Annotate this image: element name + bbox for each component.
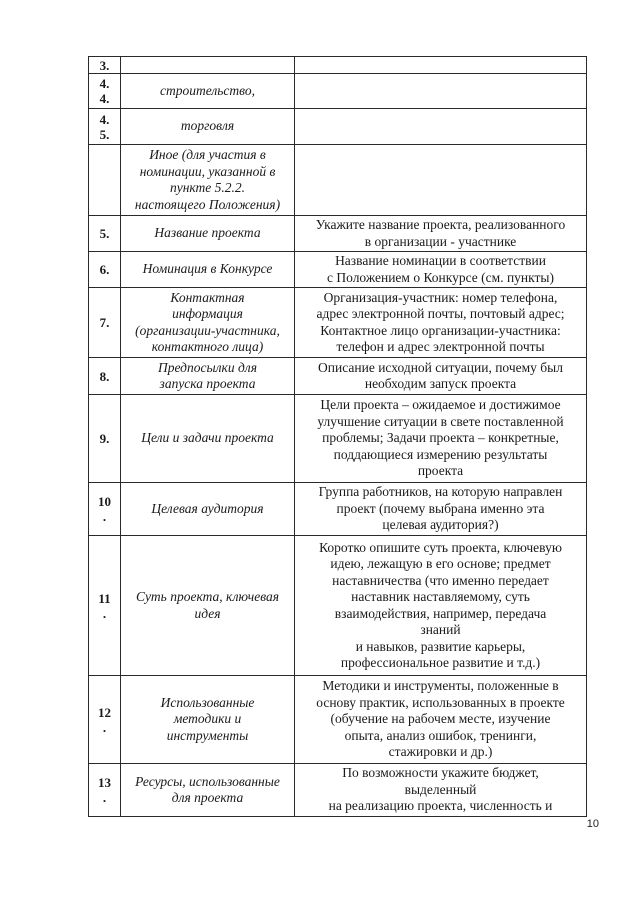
row-label: Суть проекта, ключевая идея [121,536,295,676]
row-label: Использованные методики и инструменты [121,676,295,764]
row-label: Цели и задачи проекта [121,395,295,483]
row-description: Цели проекта – ожидаемое и достижимое улучшение ситуации в свете поставленной проблемы; Задачи проекта – конкретные, поддающиеся измерению результаты проекта [295,395,587,483]
table-row [89,764,587,817]
row-number: 8. [89,358,121,395]
document-table [88,56,587,817]
table-row [89,288,587,358]
table-row [89,483,587,536]
row-label: Название проекта [121,216,295,252]
table-row [89,358,587,395]
row-number: 11 . [89,536,121,676]
row-description: Коротко опишите суть проекта, ключевую идею, лежащую в его основе; предмет наставничества (что именно передает наставник наставляемому, суть взаимодействия, например, передача знаний и навыков, развитие карьеры, профессиональное развитие и т.д.) [295,536,587,676]
row-description [295,74,587,109]
row-number: 4. 4. [89,74,121,109]
row-number: 13 . [89,764,121,817]
row-label: Номинация в Конкурсе [121,252,295,288]
row-label: Ресурсы, использованные для проекта [121,764,295,817]
row-description: Описание исходной ситуации, почему был необходим запуск проекта [295,358,587,395]
table-row [89,109,587,145]
table-row [89,676,587,764]
row-label: Иное (для участия в номинации, указанной в пункте 5.2.2. настоящего Положения) [121,145,295,216]
row-number: 9. [89,395,121,483]
row-description [295,145,587,216]
page-number: 10 [586,818,599,830]
row-description: Укажите название проекта, реализованного в организации - участнике [295,216,587,252]
table-row [89,395,587,483]
row-number: 12 . [89,676,121,764]
row-number: 7. [89,288,121,358]
row-description: По возможности укажите бюджет, выделенный на реализацию проекта, численность и [295,764,587,817]
table-row [89,145,587,216]
row-description: Методики и инструменты, положенные в основу практик, использованных в проекте (обучение на рабочем месте, изучение опыта, анализ ошибок, тренинги, стажировки и др.) [295,676,587,764]
row-number: 3. [89,57,121,74]
row-number: 4. 5. [89,109,121,145]
row-label [121,57,295,74]
table-row [89,252,587,288]
row-label: Контактная информация (организации-участника, контактного лица) [121,288,295,358]
row-description [295,57,587,74]
row-description: Группа работников, на которую направлен проект (почему выбрана именно эта целевая аудитория?) [295,483,587,536]
table-row [89,536,587,676]
row-number: 6. [89,252,121,288]
row-number [89,145,121,216]
table-row [89,74,587,109]
table-row [89,57,587,74]
row-label: торговля [121,109,295,145]
row-label: строительство, [121,74,295,109]
row-description: Организация-участник: номер телефона, адрес электронной почты, почтовый адрес; Контактное лицо организации-участника: телефон и адрес электронной почты [295,288,587,358]
row-number: 5. [89,216,121,252]
table-row [89,216,587,252]
row-description [295,109,587,145]
row-label: Целевая аудитория [121,483,295,536]
row-number: 10 . [89,483,121,536]
row-description: Название номинации в соответствии с Положением о Конкурсе (см. пункты) [295,252,587,288]
row-label: Предпосылки для запуска проекта [121,358,295,395]
